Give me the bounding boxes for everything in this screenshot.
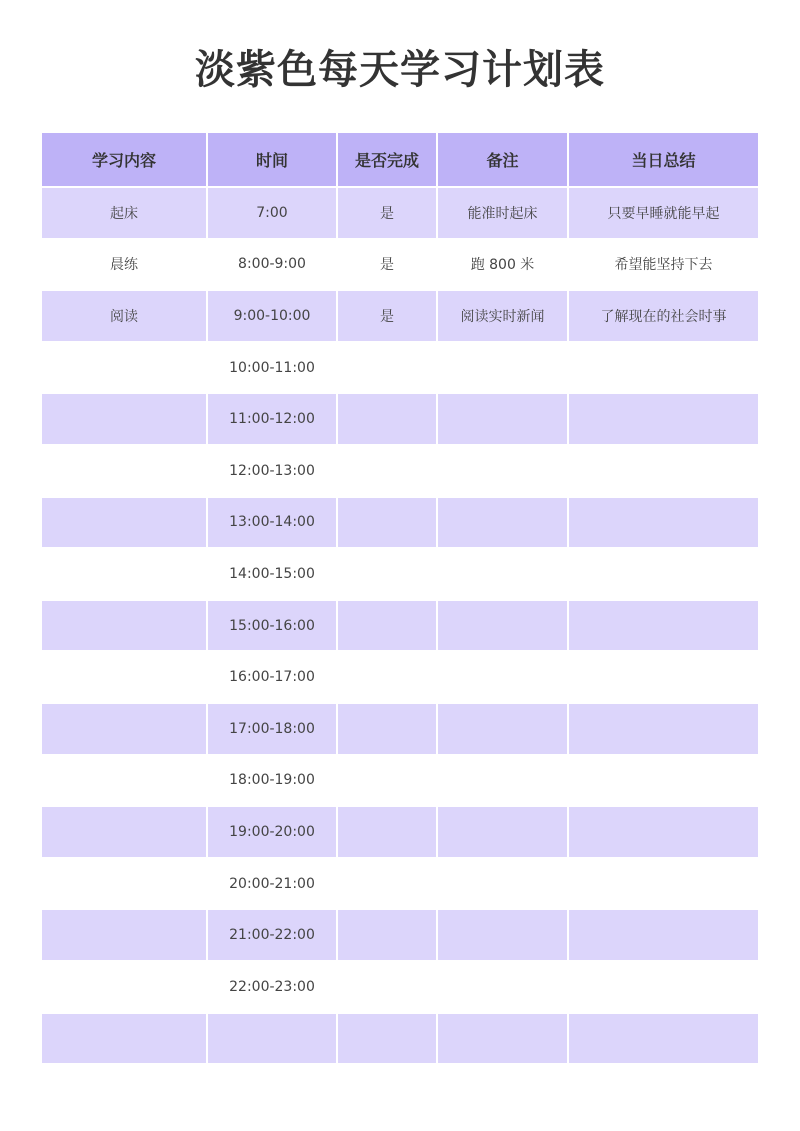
cell-daily-summary	[569, 756, 758, 808]
cell-study-content	[42, 1014, 208, 1066]
cell-study-content: 晨练	[42, 240, 208, 292]
cell-completed	[338, 498, 438, 550]
cell-daily-summary	[569, 446, 758, 498]
cell-time: 22:00-23:00	[208, 962, 338, 1014]
cell-time: 16:00-17:00	[208, 652, 338, 704]
cell-time	[208, 1014, 338, 1066]
cell-daily-summary	[569, 704, 758, 756]
table-row	[42, 704, 758, 756]
table-row	[42, 601, 758, 653]
table-row	[42, 549, 758, 601]
cell-time: 15:00-16:00	[208, 601, 338, 653]
cell-completed	[338, 446, 438, 498]
cell-study-content	[42, 704, 208, 756]
table-row	[42, 240, 758, 292]
cell-completed	[338, 394, 438, 446]
cell-daily-summary: 只要早睡就能早起	[569, 188, 758, 240]
cell-notes	[438, 1014, 569, 1066]
cell-study-content	[42, 859, 208, 911]
table-header-row	[42, 133, 758, 188]
table-body	[42, 188, 758, 1065]
cell-completed: 是	[338, 188, 438, 240]
table-row	[42, 910, 758, 962]
cell-notes	[438, 652, 569, 704]
cell-time: 10:00-11:00	[208, 343, 338, 395]
cell-completed	[338, 343, 438, 395]
cell-daily-summary	[569, 343, 758, 395]
cell-notes	[438, 962, 569, 1014]
cell-time: 18:00-19:00	[208, 756, 338, 808]
cell-study-content	[42, 652, 208, 704]
cell-completed	[338, 756, 438, 808]
cell-study-content: 起床	[42, 188, 208, 240]
cell-daily-summary	[569, 394, 758, 446]
table-row	[42, 498, 758, 550]
cell-study-content	[42, 962, 208, 1014]
cell-daily-summary	[569, 910, 758, 962]
table-row	[42, 188, 758, 240]
cell-notes	[438, 394, 569, 446]
cell-daily-summary	[569, 652, 758, 704]
cell-study-content: 阅读	[42, 291, 208, 343]
cell-study-content	[42, 498, 208, 550]
table-row	[42, 1014, 758, 1066]
cell-notes: 能准时起床	[438, 188, 569, 240]
cell-study-content	[42, 446, 208, 498]
cell-completed	[338, 859, 438, 911]
header-completed: 是否完成	[338, 133, 438, 188]
cell-completed	[338, 910, 438, 962]
table-row	[42, 446, 758, 498]
cell-study-content	[42, 910, 208, 962]
table-row	[42, 652, 758, 704]
cell-completed	[338, 962, 438, 1014]
header-notes: 备注	[438, 133, 569, 188]
cell-notes	[438, 859, 569, 911]
page-title: 淡紫色每天学习计划表	[195, 47, 605, 93]
cell-completed	[338, 807, 438, 859]
cell-completed	[338, 652, 438, 704]
cell-time: 7:00	[208, 188, 338, 240]
cell-notes	[438, 910, 569, 962]
cell-study-content	[42, 343, 208, 395]
cell-notes	[438, 756, 569, 808]
cell-completed	[338, 601, 438, 653]
table-row	[42, 807, 758, 859]
cell-completed: 是	[338, 240, 438, 292]
cell-time: 12:00-13:00	[208, 446, 338, 498]
cell-daily-summary	[569, 962, 758, 1014]
cell-daily-summary	[569, 859, 758, 911]
table-row	[42, 859, 758, 911]
cell-daily-summary	[569, 601, 758, 653]
cell-study-content	[42, 756, 208, 808]
cell-notes: 阅读实时新闻	[438, 291, 569, 343]
cell-time: 11:00-12:00	[208, 394, 338, 446]
cell-notes: 跑 800 米	[438, 240, 569, 292]
cell-completed: 是	[338, 291, 438, 343]
cell-notes	[438, 601, 569, 653]
cell-notes	[438, 446, 569, 498]
cell-daily-summary	[569, 807, 758, 859]
table-row	[42, 962, 758, 1014]
cell-time: 17:00-18:00	[208, 704, 338, 756]
cell-study-content	[42, 807, 208, 859]
table-row	[42, 756, 758, 808]
cell-notes	[438, 704, 569, 756]
cell-daily-summary	[569, 1014, 758, 1066]
cell-notes	[438, 807, 569, 859]
cell-daily-summary	[569, 549, 758, 601]
cell-completed	[338, 1014, 438, 1066]
study-plan-table	[42, 133, 758, 1065]
cell-time: 9:00-10:00	[208, 291, 338, 343]
cell-study-content	[42, 394, 208, 446]
cell-completed	[338, 704, 438, 756]
header-time: 时间	[208, 133, 338, 188]
cell-completed	[338, 549, 438, 601]
cell-notes	[438, 343, 569, 395]
table-row	[42, 394, 758, 446]
header-daily-summary: 当日总结	[569, 133, 758, 188]
cell-time: 14:00-15:00	[208, 549, 338, 601]
cell-time: 20:00-21:00	[208, 859, 338, 911]
cell-daily-summary: 了解现在的社会时事	[569, 291, 758, 343]
table-row	[42, 291, 758, 343]
header-study-content: 学习内容	[42, 133, 208, 188]
cell-time: 21:00-22:00	[208, 910, 338, 962]
cell-time: 19:00-20:00	[208, 807, 338, 859]
table-row	[42, 343, 758, 395]
cell-study-content	[42, 601, 208, 653]
cell-notes	[438, 498, 569, 550]
cell-daily-summary: 希望能坚持下去	[569, 240, 758, 292]
cell-time: 8:00-9:00	[208, 240, 338, 292]
cell-time: 13:00-14:00	[208, 498, 338, 550]
cell-notes	[438, 549, 569, 601]
cell-study-content	[42, 549, 208, 601]
cell-daily-summary	[569, 498, 758, 550]
